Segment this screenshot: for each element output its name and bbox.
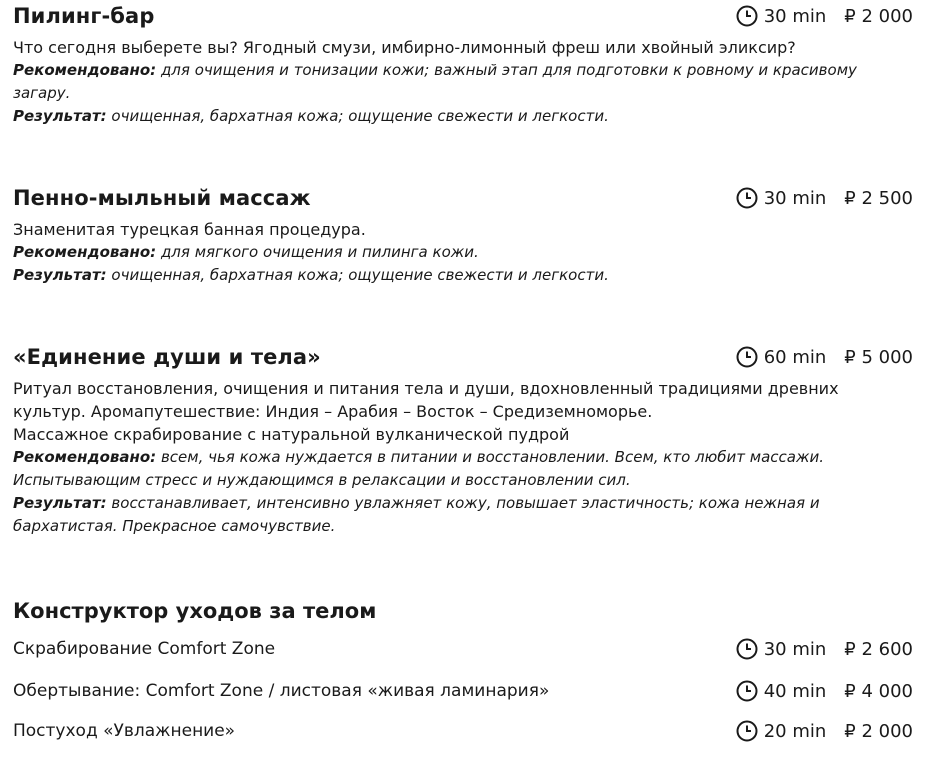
- service-body-soul-ritual: [13, 345, 913, 538]
- service-foam-massage: [13, 186, 913, 287]
- service-duration: 30 min: [763, 5, 827, 27]
- service-duration: 30 min: [763, 187, 827, 209]
- description-text: Знаменитая турецкая банная процедура.: [13, 220, 366, 239]
- service-header: [13, 186, 913, 210]
- builder-item-name: Обертывание: Comfort Zone / листовая «живая ламинария»: [13, 681, 550, 701]
- service-description: [13, 377, 913, 538]
- result-label: Результат:: [13, 494, 107, 512]
- description-text: Что сегодня выберете вы? Ягодный смузи, имбирно-лимонный фреш или хвойный эликсир?: [13, 38, 796, 57]
- service-meta: [736, 5, 913, 27]
- clock-icon: [736, 5, 758, 27]
- builder-item-meta: [736, 720, 913, 742]
- recommended: [13, 59, 913, 105]
- builder-item-name: Скрабирование Comfort Zone: [13, 639, 276, 659]
- clock-icon: [736, 187, 758, 209]
- builder-item-duration: 20 min: [763, 720, 827, 742]
- service-title: Пилинг-бар: [13, 4, 155, 28]
- recommended: [13, 446, 913, 492]
- service-peeling-bar: [13, 4, 913, 128]
- service-header: [13, 345, 913, 369]
- service-header: [13, 4, 913, 28]
- recommended-text: всем, чья кожа нуждается в питании и восстановлении. Всем, кто любит массажи. Испытывающим стресс и нуждающимся в релаксации и восстановлении сил.: [13, 448, 824, 489]
- service-price: ₽ 5 000: [844, 346, 913, 368]
- builder-item-price: ₽ 2 600: [844, 638, 913, 660]
- result-label: Результат:: [13, 266, 107, 284]
- recommended: [13, 241, 913, 264]
- recommended-label: Рекомендовано:: [13, 243, 157, 261]
- result-text: восстанавливает, интенсивно увлажняет кожу, повышает эластичность; кожа нежная и бархатистая. Прекрасное самочувствие.: [13, 494, 820, 535]
- builder-item-duration: 40 min: [763, 680, 827, 702]
- builder-item: [13, 680, 913, 702]
- result: [13, 105, 913, 128]
- builder-item-duration: 30 min: [763, 638, 827, 660]
- clock-icon: [736, 680, 758, 702]
- builder-item: [13, 638, 913, 660]
- clock-icon: [736, 638, 758, 660]
- service-price: ₽ 2 000: [844, 5, 913, 27]
- result: [13, 492, 913, 538]
- recommended-label: Рекомендовано:: [13, 448, 157, 466]
- builder-item-meta: [736, 638, 913, 660]
- builder-item-price: ₽ 2 000: [844, 720, 913, 742]
- description-text: Ритуал восстановления, очищения и питания тела и души, вдохновленный традициями древних культур. Аромапутешествие: Индия – Арабия – Восток – Средиземноморье.: [13, 379, 839, 421]
- clock-icon: [736, 346, 758, 368]
- builder-item-meta: [736, 680, 913, 702]
- result: [13, 264, 913, 287]
- service-description: [13, 36, 913, 128]
- clock-icon: [736, 720, 758, 742]
- service-meta: [736, 346, 913, 368]
- service-title: «Единение души и тела»: [13, 345, 321, 369]
- result-text: очищенная, бархатная кожа; ощущение свежести и легкости.: [111, 107, 609, 125]
- service-meta: [736, 187, 913, 209]
- builder-item-name: Постуход «Увлажнение»: [13, 721, 236, 741]
- service-duration: 60 min: [763, 346, 827, 368]
- service-description: [13, 218, 913, 287]
- builder-title: Конструктор уходов за телом: [13, 599, 377, 623]
- service-price: ₽ 2 500: [844, 187, 913, 209]
- recommended-label: Рекомендовано:: [13, 61, 157, 79]
- recommended-text: для мягкого очищения и пилинга кожи.: [160, 243, 479, 261]
- result-label: Результат:: [13, 107, 107, 125]
- service-title: Пенно-мыльный массаж: [13, 186, 311, 210]
- description-text-2: Массажное скрабирование с натуральной вулканической пудрой: [13, 425, 570, 444]
- builder-item-price: ₽ 4 000: [844, 680, 913, 702]
- recommended-text: для очищения и тонизации кожи; важный этап для подготовки к ровному и красивому загару.: [13, 61, 857, 102]
- builder-item: [13, 720, 913, 742]
- result-text: очищенная, бархатная кожа; ощущение свежести и легкости.: [111, 266, 609, 284]
